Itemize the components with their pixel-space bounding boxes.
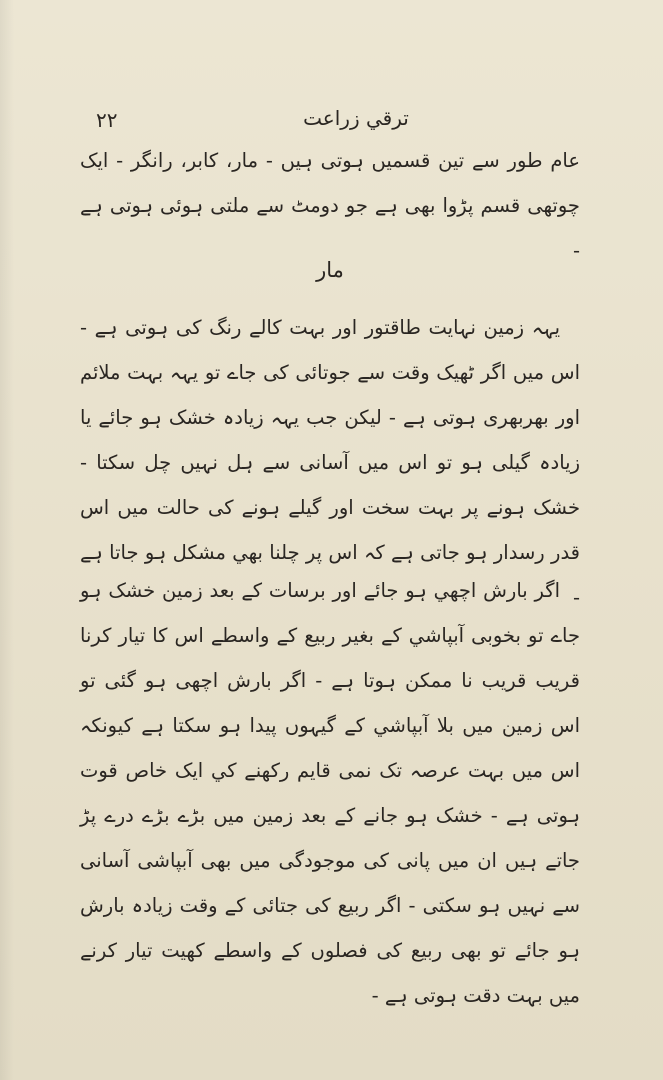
paragraph-rain-irrigation: اگر بارش اچھي ہو جائے اور برسات کے بعد زمین خشک ہو جاے تو بخوبی آبپاشي کے بغیر ربیع کے واسطے اس کا تیار کرنا قریب قریب نا ممکن ہوتا ہے - اگر بارش اچھی ہو گئی تو اس زمین میں بلا آبپاشي کے گیہوں پیدا ہو سکتا ہے کیونکہ اس میں بہت عرصہ تک نمی قایم رکھنے کي ایک خاص قوت ہوتی ہے - خشک ہو جانے کے بعد زمین میں بڑے بڑے درے پڑ جاتے ہیں ان میں پانی کی موجودگی میں بھی آبپاشی آسانی سے نہیں ہو سکتی - اگر ربیع کی جتائی کے وقت زیادہ بارش ہو جائے تو بھی ربیع کی فصلوں کے واسطے کھیت تیار کرنے میں بہت دقت ہوتی ہے - <box>80 579 580 1007</box>
paragraph-mar-description: یہہ زمین نہایت طاقتور اور بہت کالے رنگ کی ہوتی ہے - اس میں اگر ٹھیک وقت سے جوتائی کی جاے تو یہہ بہت ملائم اور بھربھری ہوتی ہے - لیکن جب یہہ زیادہ خشک ہو جائے یا زیادہ گیلی ہو تو اس میں آسانی سے ہل نہیں چل سکتا - خشک ہونے پر بہت سخت اور گیلے ہونے کی حالت میں اس قدر رسدار ہو جاتی ہے کہ اس پر چلنا بھي مشکل ہو جاتا ہے - <box>80 316 580 609</box>
section-heading: مار <box>316 258 344 282</box>
running-title: ترقي زراعت <box>303 106 409 130</box>
page-number: ۲۲ <box>96 108 118 132</box>
page-header <box>96 104 576 140</box>
paragraph-soil-types: عام طور سے تین قسمیں ہوتی ہیں - مار، کابر، رانگر - ایک چوتھی قسم پڑوا بھی ہے جو دومٹ سے ملتی ہوئی ہوتی ہے - <box>80 149 580 262</box>
page-edge-shadow <box>0 0 14 1080</box>
